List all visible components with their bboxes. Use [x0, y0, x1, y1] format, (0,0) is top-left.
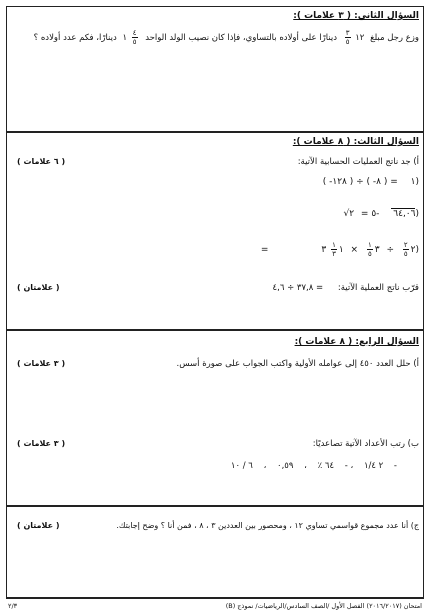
multiply-sign: ×: [350, 245, 359, 255]
equals-sign: =: [260, 245, 269, 255]
fraction-whole: ٣: [374, 245, 380, 255]
fraction-amount: [340, 29, 365, 46]
fraction-num: ٤: [132, 29, 137, 37]
ordering-separator: ،: [304, 461, 307, 471]
question-2-text-a: وزع رجل مبلغ: [370, 33, 419, 43]
question-4-part-a-marks: ( ٣ علامات ): [17, 359, 66, 368]
question-2-title: السؤال الثاني: ( ٣ علامات ):: [293, 11, 419, 21]
fraction-whole: ١: [338, 245, 344, 255]
divide-sign: ÷: [386, 245, 394, 255]
equation-2: [343, 209, 419, 219]
equation-3: [261, 241, 419, 258]
fraction: [367, 241, 373, 258]
question-4-part-b-label: ب) رتب الأعداد الآتية تصاعديًا:: [312, 439, 419, 449]
fraction: [132, 29, 138, 46]
mixed-number-2: [365, 241, 380, 258]
equation-3-number: ٣): [321, 245, 419, 255]
fraction-den: ٥: [367, 250, 372, 258]
question-2-section: [6, 6, 424, 132]
question-2-text: [34, 29, 419, 46]
fraction-den: ٥: [403, 250, 408, 258]
ordering-item: ٦٤ ٪: [317, 461, 335, 471]
equation-2-root-sign: √: [343, 209, 350, 219]
ordering-separator: ،: [263, 461, 267, 471]
equation-2-radicand: ٦٤,٠٦: [393, 209, 416, 219]
question-3-part-a-marks: ( ٦ علامات ): [17, 157, 66, 166]
question-3-part-b: [273, 283, 419, 293]
fraction-num: ١: [332, 241, 336, 249]
equation-1: [323, 177, 419, 187]
question-4-part-c-text: ج) أنا عدد مجموع قواسمي تساوي ١٢ ، ومحصور بين العددين ٣ ، ٨ ، فمن أنا ؟ وضح إجابتك.: [116, 521, 419, 530]
ordering-item: -: [393, 461, 397, 471]
equation-2-number: ٢): [349, 209, 419, 219]
fraction: [345, 29, 351, 46]
footer-exam-info: امتحان (٢٠١٦/٢٠١٧) الفصل الأول /الصف السادس/الرياضيات/ نموذج (B): [225, 602, 422, 610]
question-3-title: السؤال الثالث: ( ٨ علامات ):: [292, 137, 419, 147]
ordering-item: ٢ ١/٤: [363, 461, 384, 471]
question-4-part-a-text: أ) حلل العدد ٤٥٠ إلى عوامله الأولية واكتب الجواب على صورة أسس.: [176, 359, 419, 369]
ordering-separator: ، -: [344, 461, 354, 471]
question-3-section: [6, 132, 424, 330]
question-2-text-c: دينارًا، فكم عدد أولاده ؟: [33, 33, 117, 43]
fraction-den: ٥: [132, 38, 137, 46]
question-4-section: [6, 330, 424, 506]
question-4-title: السؤال الرابع: ( ٨ علامات ):: [294, 337, 419, 347]
question-3-part-b-marks: ( علامتان ): [17, 283, 60, 292]
question-3-part-a-label: أ) جد ناتج العمليات الحسابية الآتية:: [297, 157, 419, 167]
question-2-text-b: دينارًا على أولاده بالتساوي، فإذا كان نصيب الولد الواحد: [145, 33, 338, 43]
fraction: [403, 241, 409, 258]
fraction-whole: ٢: [410, 245, 416, 255]
fraction-num: ٢: [403, 241, 408, 249]
question-4-part-c-marks: ( علامتان ): [17, 521, 60, 530]
question-3-part-b-label: قرّب ناتج العملية الآتية:: [337, 283, 419, 293]
equation-2-rest: -٥ =: [360, 209, 380, 219]
ordering-item: ٦ / ١٠: [230, 461, 253, 471]
page-number: ٢/٣: [8, 602, 18, 610]
question-3-part-b-expr: ٣٧,٨ ÷ ٤,٦ =: [272, 283, 324, 293]
fraction-num: ١: [367, 241, 372, 249]
mixed-number-1: [329, 241, 344, 258]
fraction: [331, 241, 337, 258]
equation-1-number: ١): [410, 177, 419, 187]
ordering-item: ٠,٥٩: [277, 461, 294, 471]
question-4-part-c-section: [6, 506, 424, 598]
fraction-den: ٥: [345, 38, 350, 46]
fraction-share: [120, 29, 140, 46]
ordering-numbers: [227, 461, 401, 471]
fraction-whole: ١: [122, 33, 128, 43]
question-4-part-b-marks: ( ٣ علامات ): [17, 439, 66, 448]
mixed-number-3: [401, 241, 416, 258]
page-footer: [6, 598, 424, 613]
fraction-den: ٣: [332, 250, 336, 258]
fraction-whole: ١٢: [355, 33, 365, 43]
equation-1-expr: ( -١٢٨ ) ÷ ( -٨ ) =: [322, 177, 398, 187]
fraction-num: ٣: [345, 29, 350, 37]
